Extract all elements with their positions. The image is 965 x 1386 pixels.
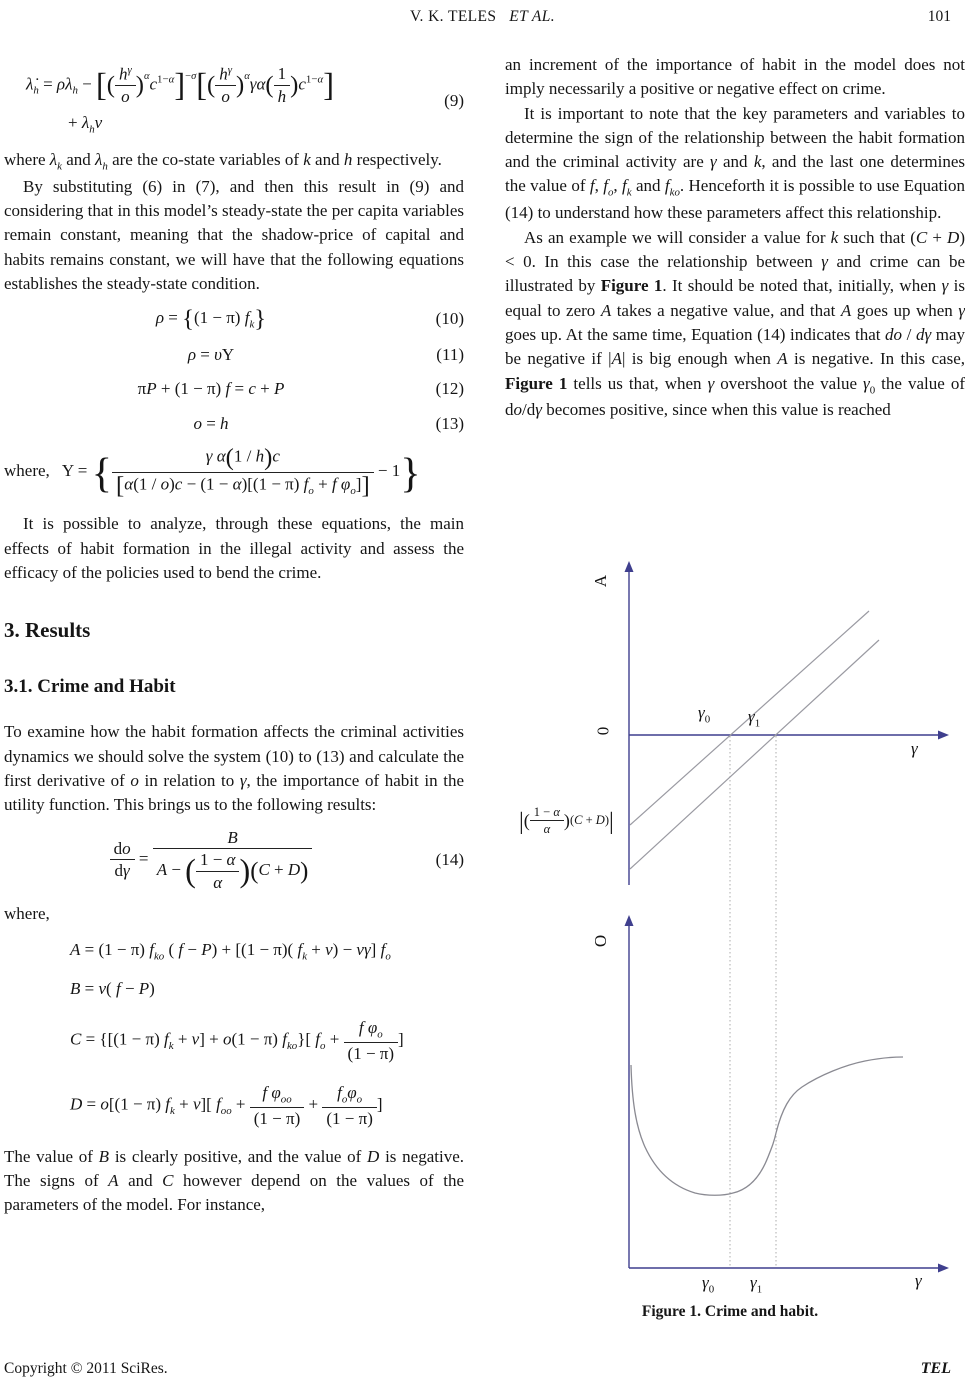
- equation-10-number: (10): [435, 309, 464, 329]
- equation-12-body: πP + (1 − π) f = c + P: [137, 379, 285, 399]
- page-number: 101: [927, 8, 951, 25]
- equation-10-body: ρ = {(1 − π) $f_k$}: [155, 305, 267, 333]
- top-origin-label: 0: [593, 726, 613, 736]
- equation-10: [4, 306, 464, 333]
- equation-12-number: (12): [435, 379, 464, 399]
- bottom-y-axis-label: O: [591, 934, 611, 948]
- running-head: [0, 8, 965, 26]
- equation-9-line2: + $\lambda_hv$: [68, 112, 103, 136]
- paragraph-substituting: By substituting (6) in (7), and then this result in (9) and considering that in this model’s steady-state the per capita variables remain constant, meaning that the shadow-price of capital and habits remains constant, we will have that the following equations establishes the steady-state condition.: [4, 176, 464, 293]
- paragraph-example: As an example we will consider a value for k such that (C + D) < 0. In this case the relationship between γ and crime can be illustrated by Figure 1. It should be noted that, initially, when γ is equal to zero A takes a negative value, and that A goes up when γ goes up. At the same time, Equation (14) indicates that do / dγ may be negative if |A| is big enough when A is negative. In this case, Figure 1 tells us that, when γ overshoot the value $\gamma_0$ the value of do/dγ becomes positive, since when this value is reached: [505, 227, 965, 420]
- top-y-axis-label: A: [591, 574, 611, 588]
- crime-habit-curve: [631, 1057, 903, 1195]
- equation-9-number: (9): [444, 90, 464, 110]
- running-title: V. K. TELES: [409, 8, 497, 25]
- top-x-axis-label: γ: [911, 739, 918, 758]
- running-title-etal: ET AL.: [509, 8, 556, 25]
- paragraph-value: The value of B is clearly positive, and the value of D is negative. The signs of A and C however depend on the values of the parameters of the model. For instance,: [4, 1146, 465, 1215]
- paragraph-analyze: It is possible to analyze, through these equations, the main effects of habit formation in the illegal activity and assess the efficacy of the policies used to bend the crime.: [4, 514, 464, 582]
- equation-C: C = {[(1 − π) $f_k + v] + o(1 - \pi)$ $f_{ko}$}[ $f_o$ + $\frac{f \varphi_o}{(1 - \pi)}$ ]: [70, 1017, 404, 1063]
- equation-11-number: (11): [436, 345, 464, 365]
- equation-13-number: (13): [435, 413, 464, 433]
- equation-14-number: (14): [435, 849, 464, 869]
- equation-14: [4, 828, 464, 893]
- where-label: where,: [4, 904, 50, 924]
- equation-9-body: [4, 64, 418, 138]
- top-gamma1-label: $\gamma_1$: [748, 707, 761, 730]
- paragraph-increment: an increment of the importance of habit in the model does not imply necessarily a positive or negative effect on crime.: [505, 55, 965, 99]
- figure-1-caption: Figure 1. Crime and habit.: [641, 1303, 819, 1320]
- equation-13: [4, 412, 464, 436]
- equation-Y: where, Y = { $\frac{\text{γ α(1 / h)c}}{[\alpha(1 / o)c - (1 - \alpha)[(1 - \pi) f_o + f \varphi_o]]}$ − 1}: [4, 443, 421, 499]
- bottom-x-axis-label: γ: [915, 1271, 922, 1290]
- bottom-y-axis-arrow: [625, 915, 634, 926]
- footer-copyright: Copyright © 2011 SciRes.: [4, 1360, 168, 1377]
- section-heading-results: 3. Results: [4, 618, 91, 643]
- top-y-axis-arrow: [625, 561, 634, 572]
- equation-D: D = o[(1 − π) $f_k + v$][ $f_{oo}$ + $\frac{f \varphi_{oo}}{(1 - \pi)}$ + $\frac{f_o\varphi_o}{(1 - \pi)}$ ]: [70, 1083, 383, 1128]
- paragraph-costate: where $\lambda_k$ and $\lambda_h$ are the co-state variables of k and h respectively.: [4, 149, 442, 173]
- figure-1: [495, 557, 965, 1357]
- equation-9: [4, 64, 464, 138]
- lower-sloped-line: [630, 640, 879, 869]
- bottom-gamma0-label: $\gamma_0$: [702, 1273, 715, 1296]
- top-gamma0-label: $\gamma_0$: [698, 703, 711, 726]
- bottom-gamma1-label: $\gamma_1$: [750, 1273, 763, 1296]
- equation-11-body: ρ = υY: [187, 345, 235, 365]
- equation-A: A = (1 − π) $f_{ko}$ ( f − P) + [(1 − π)( $f_k + v) - v\gamma$] $f_o$: [70, 940, 391, 963]
- bottom-x-axis-arrow: [938, 1264, 949, 1273]
- intercept-label: |( $\frac{1 - \alpha}{\alpha}$ )(C + D)|: [519, 805, 614, 837]
- equation-11: [4, 343, 464, 367]
- paragraph-important: It is important to note that the key parameters and variables to determine the sign of the relationship between the habit formation and the criminal activity are γ and k, and the last one determines the value of f, $f_o$, $f_k$ and $f_{ko}$. Henceforth it is possible to use Equation (14) to understand how these parameters affect this relationship.: [505, 103, 965, 223]
- left-column: [4, 60, 464, 1217]
- equation-B: B = v( f − P): [70, 979, 155, 999]
- top-x-axis-arrow: [938, 731, 949, 740]
- equation-13-body: o = h: [193, 413, 229, 433]
- footer-journal: TEL: [920, 1360, 951, 1377]
- paragraph-examine: To examine how the habit formation affects the criminal activities dynamics we should solve the system (10) to (13) and calculate the first derivative of o in relation to γ, the importance of habit in the utility function. This brings us to the following results:: [4, 722, 464, 815]
- equation-12: [4, 377, 464, 401]
- right-column: [505, 53, 965, 423]
- equation-9-line1: $\lambdȧ_h = \rho\lambda_h$ − [( $\frac{h^\gamma}{o}$ )$^\alpha c^{1-\alpha}]^{-\sigma}$[( $\frac{h^\gamma}{o}$ )$^\alpha$γα( $\frac{1}{h}$ )$c^{1-\alpha}$]: [26, 64, 334, 107]
- figure-1-canvas: [495, 557, 965, 1357]
- equation-14-body: $\frac{do}{d\gamma}$ = B A − ( $\frac{1 - \alpha}{\alpha}$ )(C + D): [4, 828, 418, 893]
- subsection-heading-crime-habit: 3.1. Crime and Habit: [4, 676, 176, 698]
